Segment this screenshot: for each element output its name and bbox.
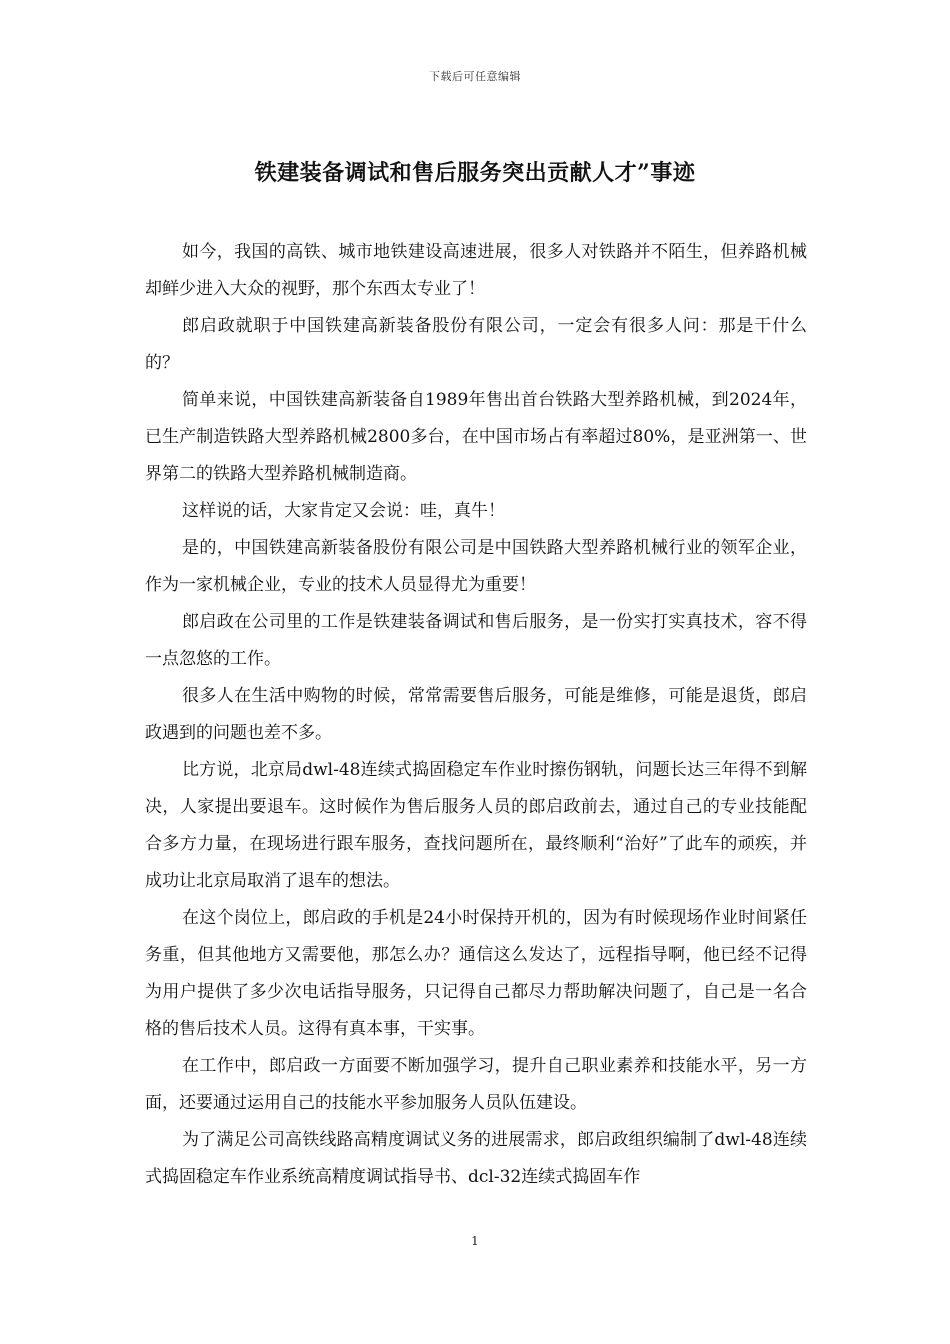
paragraph: 比方说，北京局dwl-48连续式捣固稳定车作业时擦伤钢轨，问题长达三年得不到解决，人家提出要退车。这时候作为售后服务人员的郎启政前去，通过自己的专业技能配合多方力量，在现场进行跟车服务，查找问题所在，最终顺利“治好”了此车的顽疾，并成功让北京局取消了退车的想法。: [145, 760, 807, 891]
paragraph: 郎启政在公司里的工作是铁建装备调试和售后服务，是一份实打实真技术，容不得一点忽悠的工作。: [145, 612, 807, 669]
paragraph: 为了满足公司高铁线路高精度调试义务的进展需求，郎启政组织编制了dwl-48连续式捣固稳定车作业系统高精度调试指导书、dcl-32连续式捣固车作: [145, 1130, 807, 1187]
page-number: 1: [471, 1234, 479, 1248]
paragraph: 如今，我国的高铁、城市地铁建设高速进展，很多人对铁路并不陌生，但养路机械却鲜少进入大众的视野，那个东西太专业了！: [145, 242, 807, 299]
paragraph: 这样说的话，大家肯定又会说：哇，真牛！: [182, 501, 505, 521]
paragraph: 在工作中，郎启政一方面要不断加强学习，提升自己职业素养和技能水平，另一方面，还要通过运用自己的技能水平参加服务人员队伍建设。: [145, 1056, 807, 1113]
document-body: [145, 234, 807, 1196]
paragraph: 在这个岗位上，郎启政的手机是24小时保持开机的，因为有时候现场作业时间紧任务重，但其他地方又需要他，那怎么办？通信这么发达了，远程指导啊，他已经不记得为用户提供了多少次电话指导服务，只记得自己都尽力帮助解决问题了，自己是一名合格的售后技术人员。这得有真本事，干实事。: [145, 908, 807, 1039]
document-title: 铁建装备调试和售后服务突出贡献人才”事迹: [254, 160, 696, 186]
paragraph: 郎启政就职于中国铁建高新装备股份有限公司，一定会有很多人问：那是干什么的？: [145, 316, 807, 373]
header-note: 下载后可任意编辑: [429, 70, 521, 83]
paragraph: 是的，中国铁建高新装备股份有限公司是中国铁路大型养路机械行业的领军企业，作为一家机械企业，专业的技术人员显得尤为重要！: [145, 538, 807, 595]
paragraph: 很多人在生活中购物的时候，常常需要售后服务，可能是维修，可能是退货，郎启政遇到的问题也差不多。: [145, 686, 807, 743]
paragraph: 简单来说，中国铁建高新装备自1989年售出首台铁路大型养路机械，到2024年，已生产制造铁路大型养路机械2800多台，在中国市场占有率超过80%，是亚洲第一、世界第二的铁路大型养路机械制造商。: [145, 390, 807, 484]
